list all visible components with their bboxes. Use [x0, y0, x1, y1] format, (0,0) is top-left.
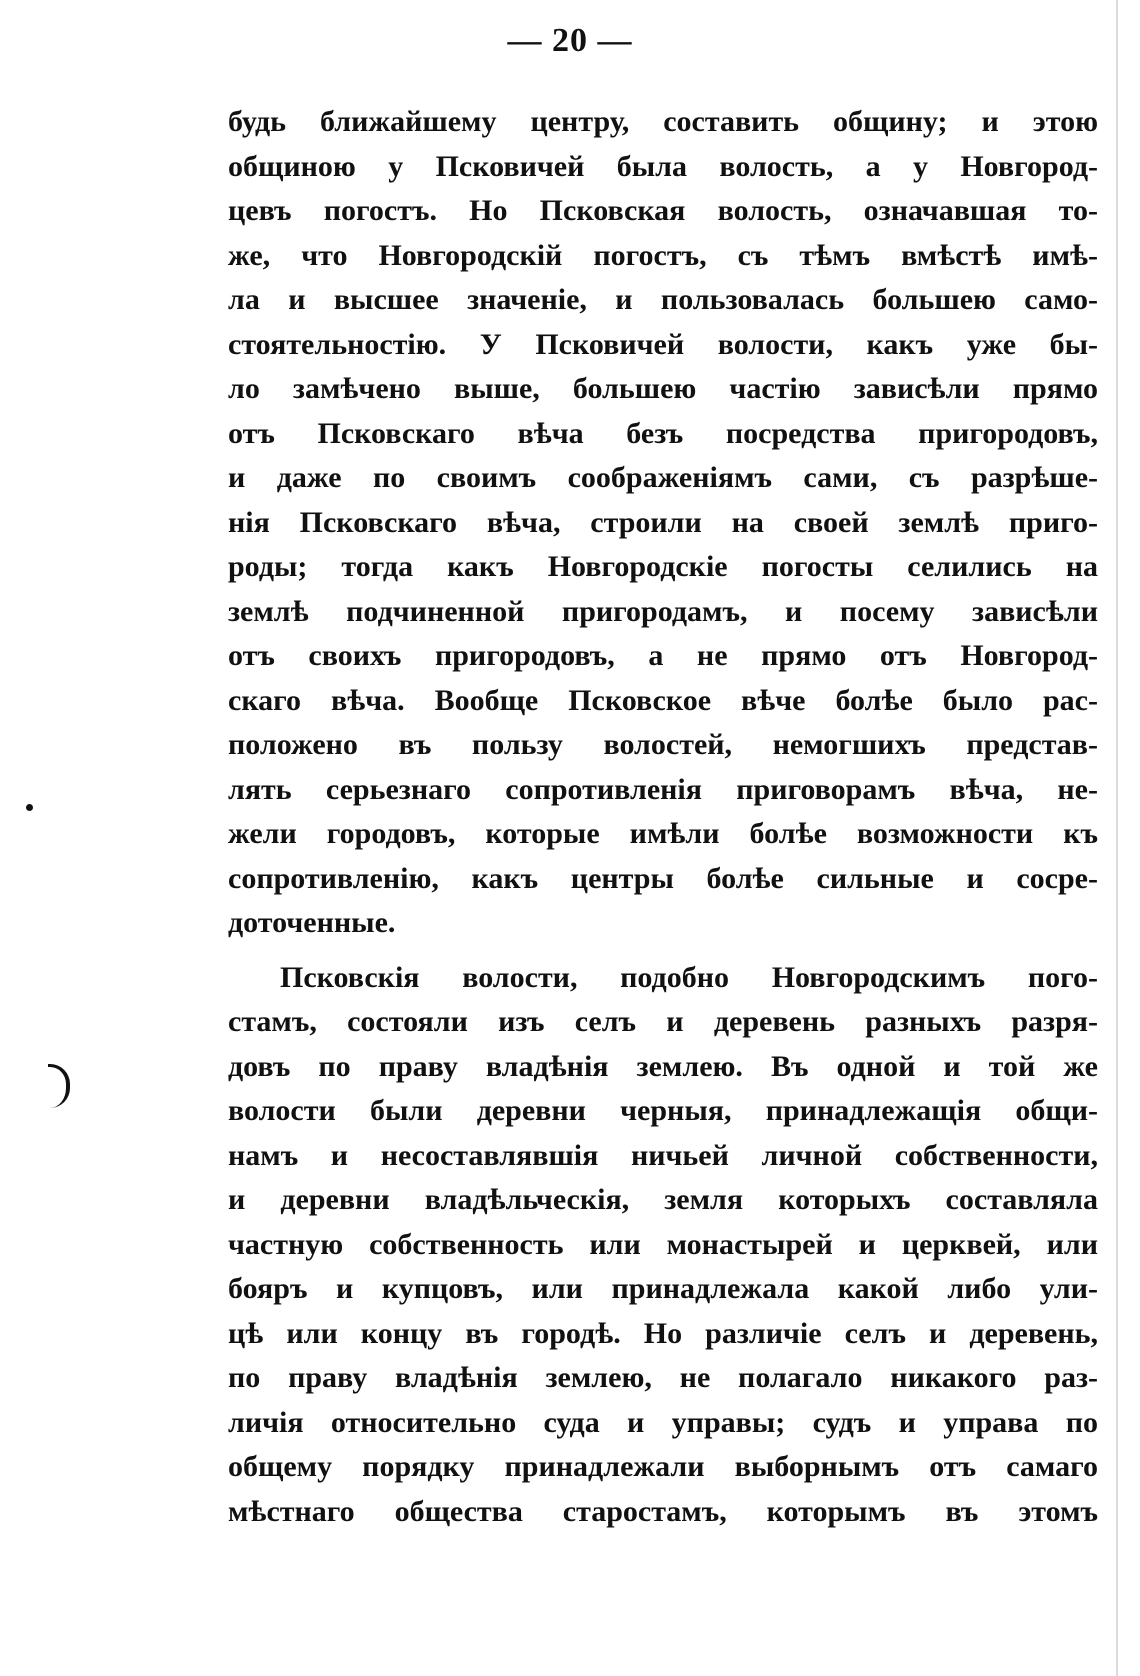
text-line: бояръ и купцовъ, или принадлежала какой либо ули-: [228, 1272, 1098, 1305]
text-line: мѣстнаго общества старостамъ, которымъ въ этомъ: [228, 1494, 1098, 1528]
text-line: цѣ или концу въ городѣ. Но различіе селъ и деревень,: [228, 1316, 1098, 1350]
text-line: Псковскія волости, подобно Новгородскимъ пого-: [280, 960, 1098, 994]
text-line: и даже по своимъ соображеніямъ сами, съ разрѣше-: [228, 461, 1098, 494]
text-line: общему порядку принадлежали выборнымъ отъ самаго: [228, 1450, 1098, 1483]
text-line: нія Псковскаго вѣча, строили на своей землѣ приго-: [228, 505, 1098, 539]
text-line: личія относительно суда и управы; судъ и управа по: [228, 1405, 1098, 1439]
text-line: довъ по праву владѣнія землею. Въ одной и той же: [228, 1049, 1098, 1083]
text-line: ла и высшее значеніе, и пользовалась большею само-: [228, 283, 1098, 316]
page-number: — 20 —: [507, 22, 633, 59]
body-text: [228, 100, 1098, 1534]
text-line: стоятельностію. У Псковичей волости, какъ уже бы-: [228, 327, 1098, 361]
page-edge-shadow: [1116, 0, 1118, 1676]
text-line: отъ своихъ пригородовъ, а не прямо отъ Новгород-: [228, 639, 1098, 672]
text-line: ло замѣчено выше, большею частію зависѣли прямо: [228, 372, 1098, 405]
margin-ink-dot: [26, 804, 33, 811]
paragraph-gap: [228, 946, 1098, 956]
paragraph-2: [228, 956, 1098, 1535]
text-line: положено въ пользу волостей, немогшихъ представ-: [228, 728, 1098, 761]
text-line: скаго вѣча. Вообще Псковское вѣче болѣе было рас-: [228, 683, 1098, 717]
text-line: по праву владѣнія землею, не полагало никакого раз-: [228, 1361, 1098, 1394]
text-line: жели городовъ, которые имѣли болѣе возможности къ: [228, 817, 1098, 850]
text-line: и деревни владѣльческія, земля которыхъ составляла: [228, 1183, 1098, 1216]
text-line: отъ Псковскаго вѣча безъ посредства пригородовъ,: [228, 416, 1098, 450]
text-line: сопротивленію, какъ центры болѣе сильные и сосре-: [228, 861, 1098, 895]
text-line: будь ближайшему центру, составить общину; и этою: [228, 105, 1098, 138]
text-line: же, что Новгородскій погостъ, съ тѣмъ вмѣстѣ имѣ-: [228, 238, 1098, 272]
text-line: лять серьезнаго сопротивленія приговорамъ вѣча, не-: [228, 772, 1098, 806]
text-line: намъ и несоставлявшія ничьей личной собственности,: [228, 1138, 1098, 1172]
text-line: цевъ погостъ. Но Псковская волость, означавшая то-: [228, 194, 1098, 227]
text-line: землѣ подчиненной пригородамъ, и посему зависѣли: [228, 594, 1098, 628]
text-line: роды; тогда какъ Новгородскіе погосты селились на: [228, 550, 1098, 583]
text-line: частную собственность или монастырей и церквей, или: [228, 1227, 1098, 1261]
text-line: общиною у Псковичей была волость, а у Новгород-: [228, 149, 1098, 183]
text-line: стамъ, состояли изъ селъ и деревень разныхъ разря-: [228, 1005, 1098, 1038]
text-line: доточенные.: [228, 906, 396, 939]
text-line: волости были деревни черныя, принадлежащія общи-: [228, 1094, 1098, 1127]
margin-ink-mark: [48, 1064, 70, 1108]
paragraph-1: [228, 100, 1098, 946]
